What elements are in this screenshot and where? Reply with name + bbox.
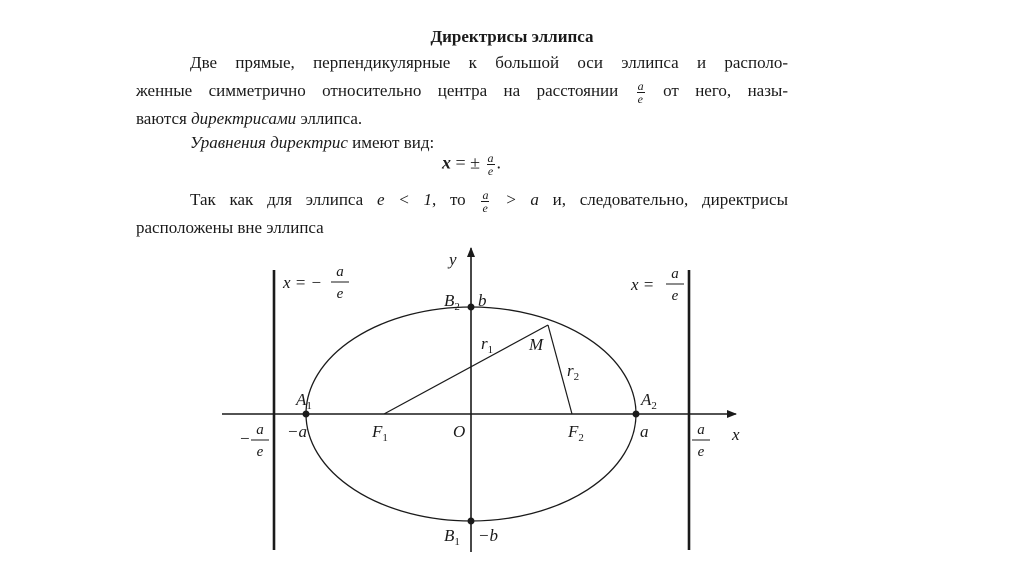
term-directrices: директрисами — [191, 109, 297, 128]
fraction-numerator: a — [637, 78, 644, 93]
text-line: расположены вне эллипса — [136, 218, 324, 237]
inequality: > a — [505, 190, 539, 209]
equation-operator: = ± — [455, 152, 481, 173]
fraction-numerator: a — [697, 422, 705, 438]
text-segment: женные симметрично относительно центра на расстоянии — [136, 81, 619, 100]
fraction-denominator: e — [697, 444, 705, 460]
fraction-numerator: a — [487, 151, 494, 165]
intercept-left-minus: − — [240, 429, 250, 448]
vertex-a2-value: a — [640, 422, 649, 441]
text-segment: и, следовательно, директрисы — [552, 190, 788, 209]
fraction-denominator: e — [482, 200, 488, 215]
focal-radius-r1 — [384, 325, 548, 414]
x-axis-label: x — [732, 425, 740, 444]
fraction-denominator: e — [637, 91, 643, 106]
vertex-a2-label: $A_2$ — [641, 390, 657, 412]
vertex-b1-label: $B_1$ — [444, 526, 460, 548]
text-segment: Так как для эллипса — [190, 190, 364, 209]
directrix-right-equation: x = — [631, 275, 655, 294]
text-segment: , то — [431, 190, 466, 209]
fraction-denominator: e — [671, 288, 679, 304]
vertex-b2-label: $B_2$ — [444, 291, 460, 313]
equation-period: . — [496, 152, 502, 173]
text-segment: имеют вид: — [352, 133, 435, 152]
vertex-a2 — [633, 411, 640, 418]
page-title: Директрисы эллипса — [430, 27, 594, 46]
focus-f2-label: $F_2$ — [568, 422, 584, 444]
y-axis-label: y — [449, 250, 457, 269]
text-segment: Уравнения директрис — [190, 133, 348, 152]
text-segment: от него, назы- — [663, 81, 789, 100]
vertex-b1-value: −b — [478, 526, 498, 545]
origin-label: O — [453, 422, 466, 441]
text-segment: эллипса. — [300, 109, 363, 128]
text-segment: ваются — [136, 109, 187, 128]
fraction-numerator: a — [482, 187, 489, 202]
fraction-numerator: a — [256, 422, 264, 438]
inequality: e < 1 — [376, 190, 432, 209]
fraction-numerator: a — [671, 266, 679, 282]
fraction-numerator: a — [336, 264, 344, 280]
vertex-a1-label: $A_1$ — [296, 390, 312, 412]
vertex-a1-value: −a — [287, 422, 307, 441]
directrix-left-equation: x = − — [283, 273, 322, 292]
fraction-denominator: e — [336, 286, 344, 302]
vertex-b2-value: b — [478, 291, 487, 310]
radius-r2-label: $r_2$ — [567, 361, 580, 383]
point-m-label: M — [529, 335, 544, 354]
radius-r1-label: $r_1$ — [481, 334, 494, 356]
text-line: Две прямые, перпендикулярные к большой оси эллипса и располо- — [190, 53, 788, 72]
vertex-b2 — [468, 304, 475, 311]
equation-variable: x — [442, 152, 451, 173]
fraction-denominator: e — [487, 164, 494, 178]
focus-f1-label: $F_1$ — [372, 422, 388, 444]
vertex-b1 — [468, 518, 475, 525]
fraction-denominator: e — [256, 444, 264, 460]
